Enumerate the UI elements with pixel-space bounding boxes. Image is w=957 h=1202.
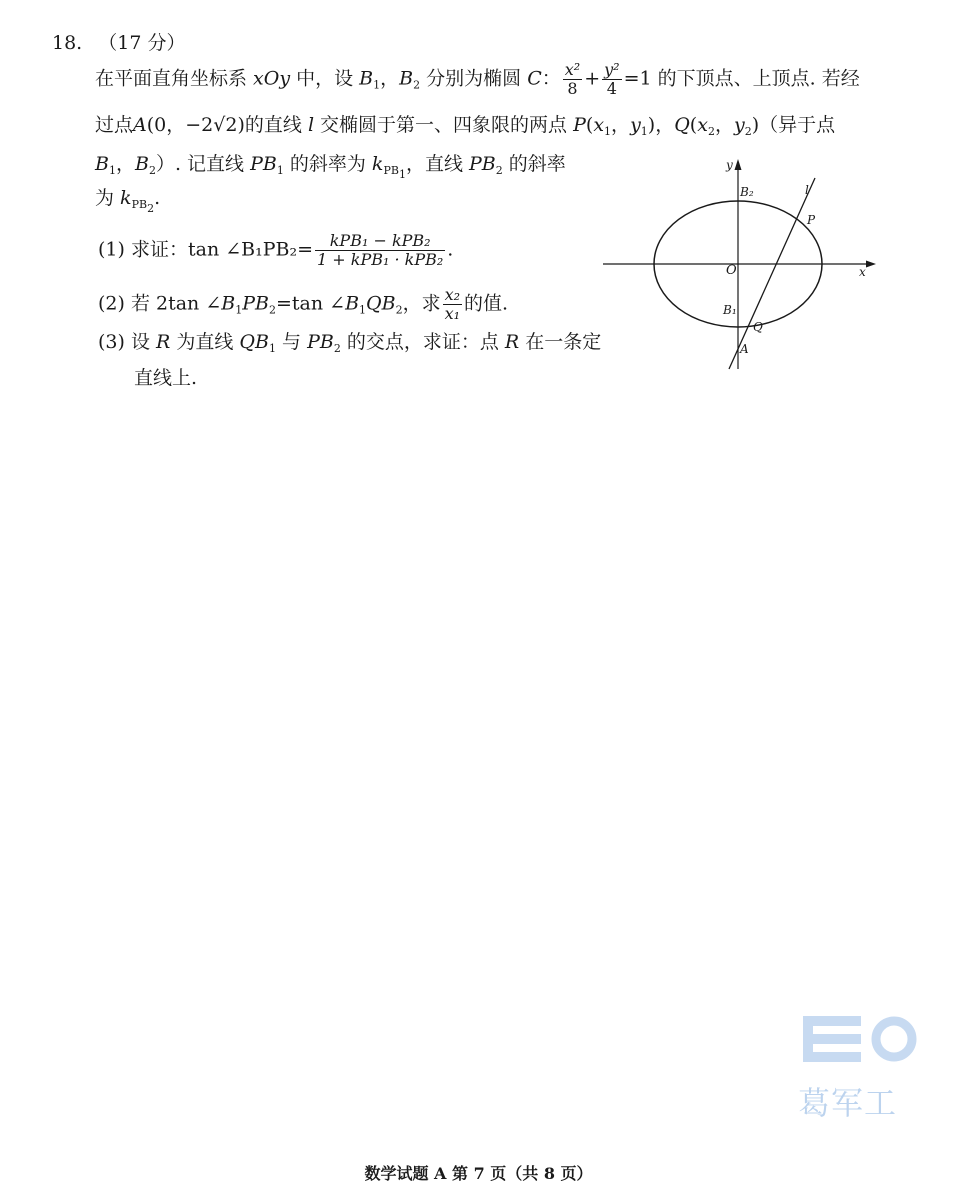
ellipse-diagram	[598, 152, 888, 377]
point-q-label: Q	[753, 320, 763, 334]
subquestion-1-lhs: tan ∠B₁PB₂	[187, 238, 298, 261]
problem-score: （17 分）	[98, 32, 186, 54]
bottom-vertex-label: B₁	[723, 303, 737, 317]
subquestion-3: (3) 设 R 为直线 $QB_1$ 与 $PB_2$ 的交点，求证：点 R 在一条定	[98, 331, 602, 355]
line-l-label: l	[805, 183, 809, 197]
subquestion-1-label: (1)	[98, 238, 125, 261]
page-footer: 数学试题 A 第 7 页（共 8 页）	[364, 1164, 593, 1183]
watermark-text: 葛军工	[798, 1084, 898, 1122]
slope-fraction-numerator: kPB₁ − kPB₂	[315, 232, 445, 251]
problem-number: 18.	[52, 32, 83, 54]
top-vertex-label: B₂	[740, 185, 754, 199]
problem-statement-line-4: 为 $k_{PB_2}$.	[95, 187, 161, 215]
ellipse-y-term: $\frac{\text{y²}}{4}$	[604, 60, 620, 98]
point-a-label: A	[740, 342, 749, 356]
origin-label: O	[726, 263, 737, 278]
ratio-fraction: $\frac{\text{x₂}}{\text{x₁}}$	[444, 285, 461, 323]
subquestion-3-continued: 直线上.	[134, 367, 198, 389]
y-axis-arrow-icon	[735, 159, 742, 170]
subquestion-1: (1) 求证：tan ∠B₁PB₂= $\frac{\text{kPB₁ − kPB₂}}{\text{1 + kPB₁ · kPB₂}}$ .	[98, 231, 454, 269]
watermark-logo	[798, 1010, 918, 1125]
slope-fraction-denominator: 1 + kPB₁ · kPB₂	[317, 250, 444, 269]
x-axis-label: x	[859, 265, 866, 279]
problem-header	[52, 31, 185, 55]
subquestion-1-prefix: 求证：	[130, 238, 188, 261]
subquestion-2: (2) 若 2tan $\angle B_1PB_2=\tan$ $\angle B_1QB_2$，求 $\frac{\text{x₂}}{\text{x₁}}$ 的值.	[98, 285, 509, 323]
problem-statement-line-2: 过点A(0，−2√2)的直线 l 交椭圆于第一、四象限的两点 $P(x_1$，$y_1$)，$Q(x_2$，$y_2$)（异于点	[95, 114, 836, 138]
x-axis-arrow-icon	[866, 261, 876, 268]
point-p-label: P	[807, 213, 816, 227]
slope-fraction	[315, 232, 445, 269]
watermark-mark-icon	[798, 1010, 918, 1070]
subquestion-2-label: (2)	[98, 292, 125, 315]
point-a-y: −2√2	[185, 114, 238, 136]
y-axis-label: y	[726, 158, 733, 172]
subquestion-3-label: (3)	[98, 331, 125, 353]
ellipse-x-term: $\frac{\text{x²}}{8}$	[564, 60, 581, 98]
problem-statement-line-1: 在平面直角坐标系 xOy 中，设 $B_1$，$B_2$ 分别为椭圆 C： $\frac{\text{x²}}{8}$ + $\frac{\text{y²}}{4}$ =1 的下顶点、上顶点. 若经	[95, 60, 860, 98]
problem-statement-line-3: $B_1$，$B_2$）. 记直线 $PB_1$ 的斜率为 $k_{PB_1}$，直线 $PB_2$ 的斜率	[95, 153, 566, 181]
